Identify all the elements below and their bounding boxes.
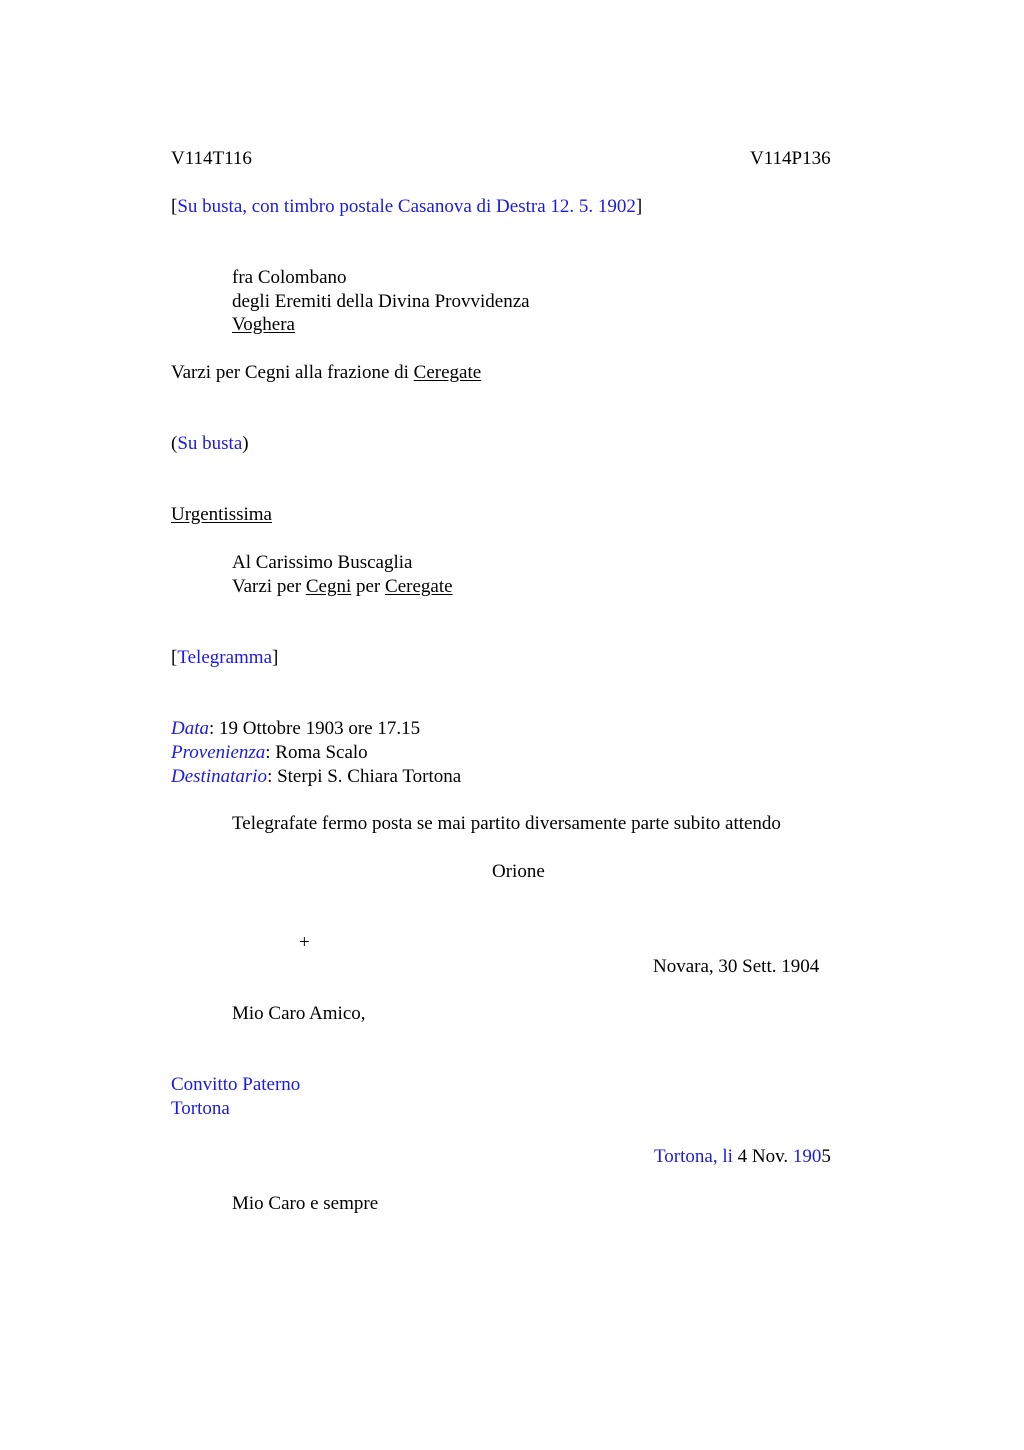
editorial-note-envelope [171,432,249,456]
field-value: : Sterpi S. Chiara Tortona [267,766,462,787]
date-part: 190 [792,1146,822,1167]
paren-open: ( [171,433,178,454]
paren-close: ) [242,433,249,454]
route-line [171,361,481,385]
bracket-open: [ [171,647,178,668]
letterhead-line-2: Tortona [171,1098,230,1119]
date-part: Tortona, li [654,1146,733,1167]
route-ceregate: Ceregate [385,576,453,597]
telegram-recipient [171,765,461,789]
letter2-salutation: Mio Caro e sempre [232,1193,379,1214]
cross-symbol: + [299,932,310,953]
telegram-signature: Orione [492,861,545,882]
route-part: per [351,576,386,597]
date-part: 4 Nov. [732,1146,793,1167]
bracket-close: ] [635,196,643,217]
field-label: Data [171,718,209,739]
address2-recipient: Al Carissimo Buscaglia [232,552,413,573]
urgent-label: Urgentissima [171,504,272,525]
telegram-body: Telegrafate fermo posta se mai partito diversamente parte subito attendo [232,813,781,834]
document-code-left: V114T116 [171,148,252,169]
bracket-open: [ [171,196,178,217]
note-text: Su busta [177,433,243,454]
date-part: 5 [821,1146,831,1167]
note-text: Telegramma [177,647,273,668]
telegram-date [171,717,420,741]
document-code-right: V114P136 [750,148,831,169]
route-text: Varzi per Cegni alla frazione di [171,362,414,383]
letter1-place-date: Novara, 30 Sett. 1904 [653,956,820,977]
letter2-place-date [654,1145,831,1169]
address-line-name: fra Colombano [232,267,347,288]
bracket-close: ] [272,647,279,668]
letterhead-line-1: Convitto Paterno [171,1074,301,1095]
note-text: Su busta, con timbro postale Casanova di Destra 12. 5. 1902 [177,196,636,217]
address-line-order: degli Eremiti della Divina Provvidenza [232,291,530,312]
letter1-salutation: Mio Caro Amico, [232,1003,366,1024]
field-label: Destinatario [171,766,268,787]
field-value: : 19 Ottobre 1903 ore 17.15 [209,718,421,739]
address2-route [232,575,453,599]
editorial-note-envelope-postmark [171,195,642,219]
route-part: Varzi per [232,576,306,597]
editorial-note-telegram [171,646,278,670]
address-line-city: Voghera [232,314,295,335]
field-value: : Roma Scalo [265,742,368,763]
route-cegni: Cegni [305,576,352,597]
route-place: Ceregate [413,362,482,383]
telegram-origin [171,741,368,765]
field-label: Provenienza [171,742,266,763]
